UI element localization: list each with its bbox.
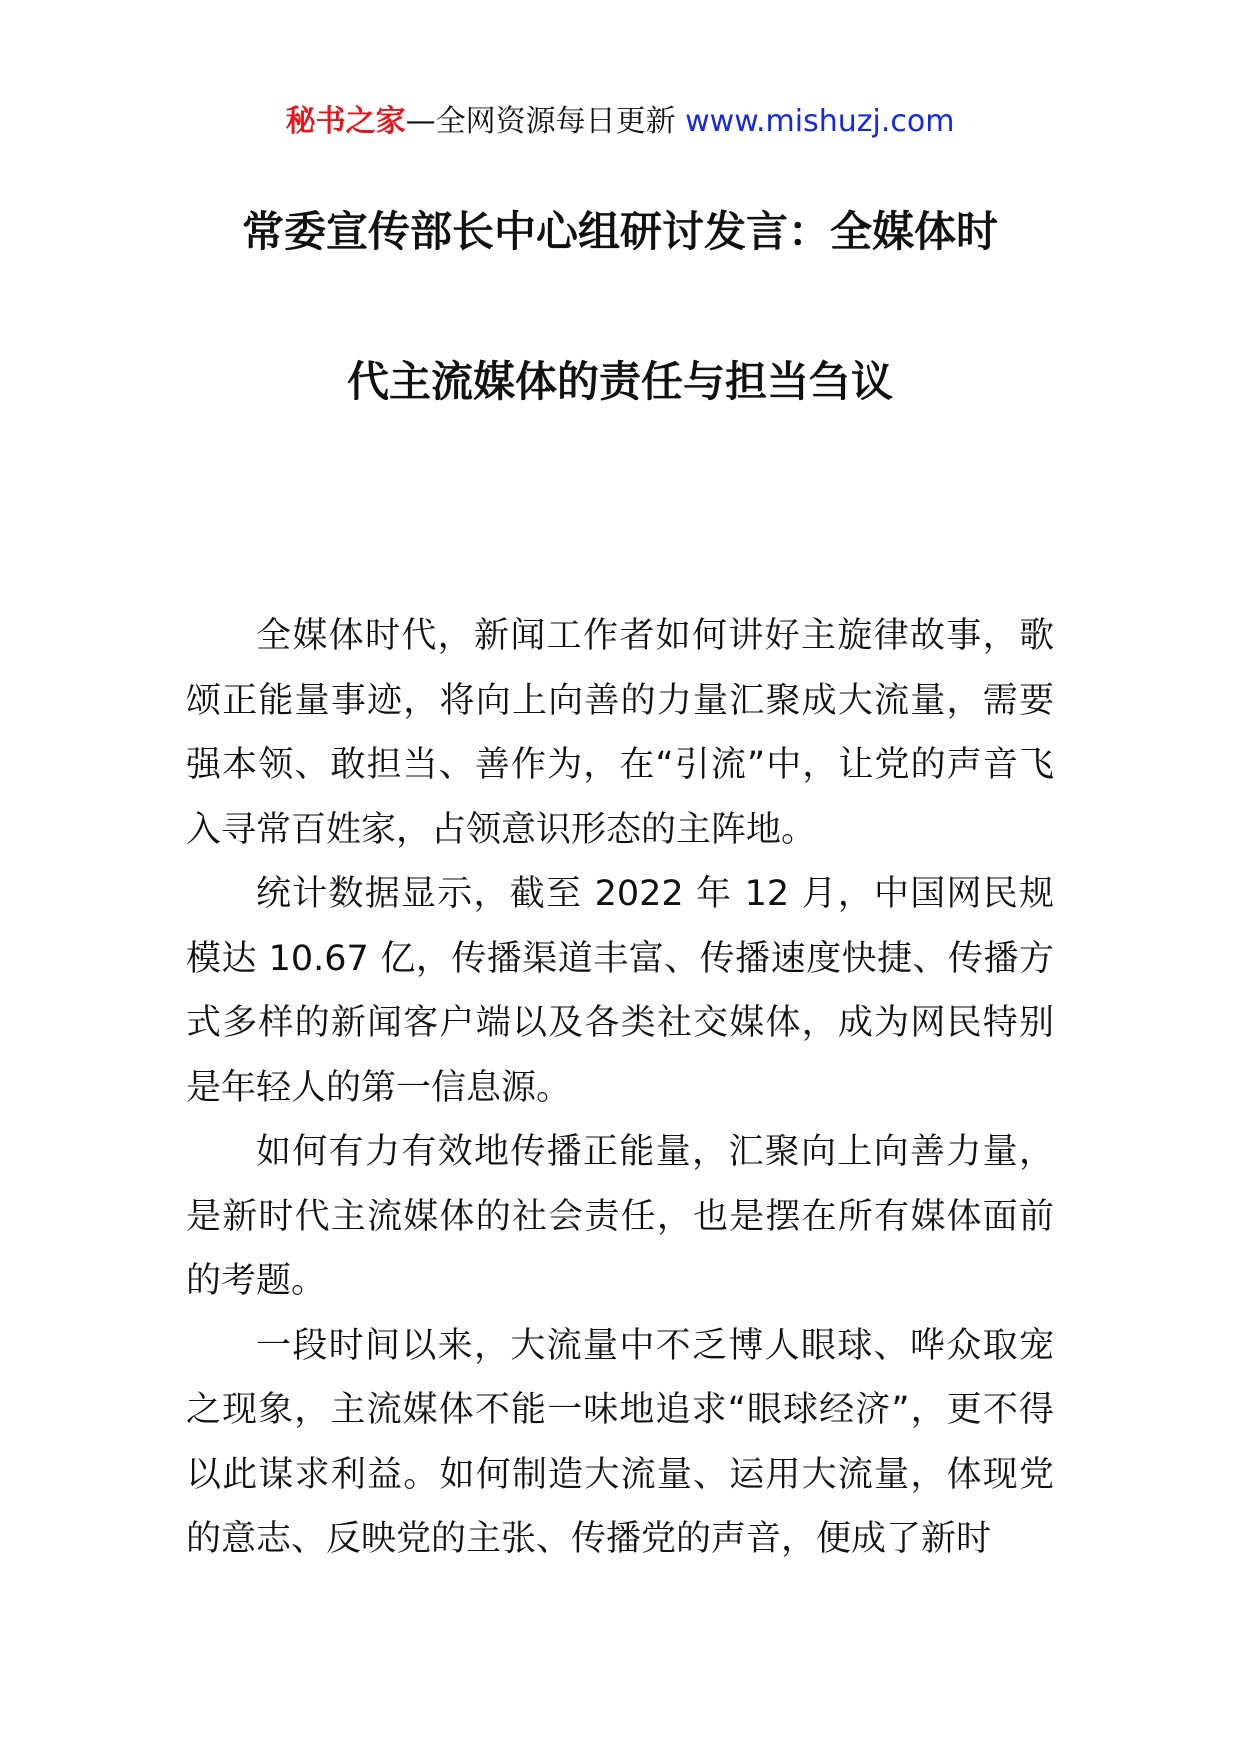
site-tagline: —全网资源每日更新 (405, 104, 676, 139)
body-paragraph: 一段时间以来，大流量中不乏博人眼球、哗众取宠之现象，主流媒体不能一味地追求“眼球经济”，更不得以此谋求利益。如何制造大流量、运用大流量，体现党的意志、反映党的主张、传播党的声音，便成了新时 (186, 1325, 1054, 1559)
site-brand: 秘书之家 (285, 104, 406, 139)
site-header (0, 100, 1240, 144)
body-paragraph: 统计数据显示，截至 2022 年 12 月，中国网民规模达 10.67 亿，传播渠道丰富、传播速度快捷、传播方式多样的新闻客户端以及各类社交媒体，成为网民特别是年轻人的第一信息源。 (186, 874, 1054, 1108)
document-body (186, 604, 1054, 1572)
body-paragraph: 全媒体时代，新闻工作者如何讲好主旋律故事，歌颂正能量事迹，将向上向善的力量汇聚成大流量，需要强本领、敢担当、善作为，在“引流”中，让党的声音飞入寻常百姓家，占领意识形态的主阵地。 (186, 616, 1054, 850)
document-title-line-1: 常委宣传部长中心组研讨发言：全媒体时 (241, 207, 998, 256)
site-url-link[interactable]: www.mishuzj.com (685, 104, 955, 139)
document-title-line-2: 代主流媒体的责任与担当刍议 (346, 357, 893, 406)
body-paragraph: 如何有力有效地传播正能量，汇聚向上向善力量，是新时代主流媒体的社会责任，也是摆在所有媒体面前的考题。 (186, 1132, 1054, 1301)
